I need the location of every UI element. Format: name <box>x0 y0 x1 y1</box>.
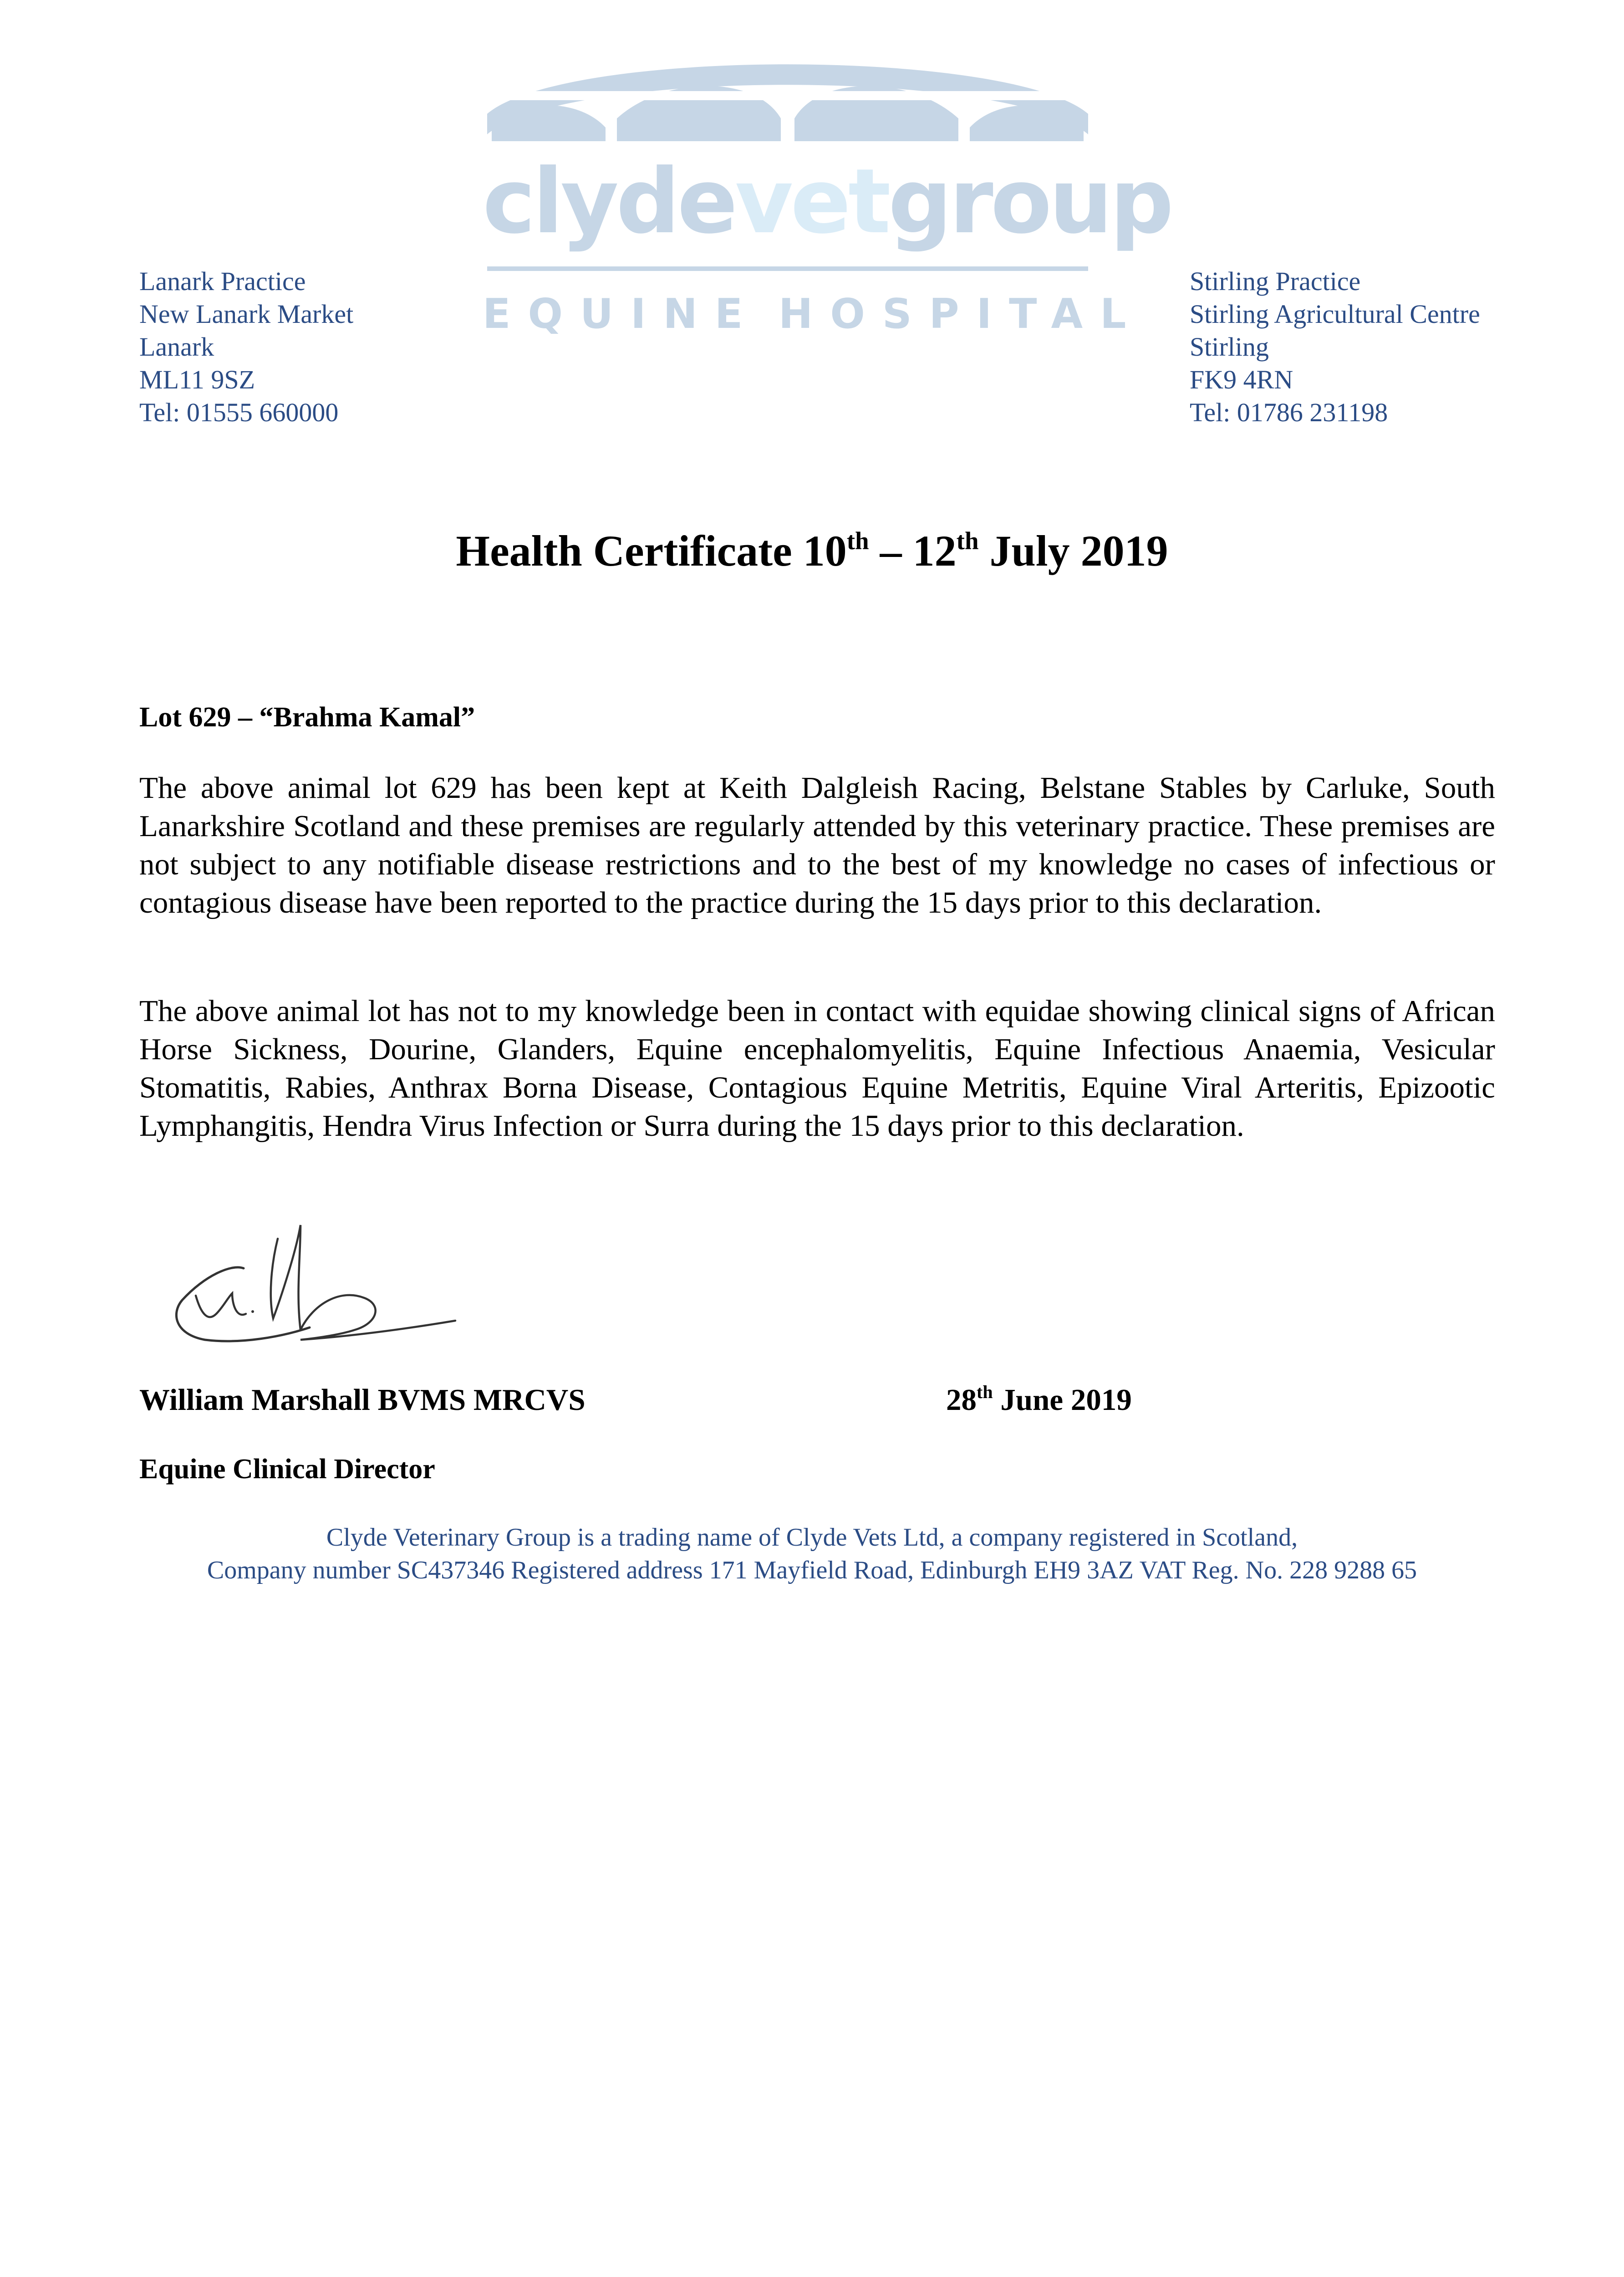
page-title: Health Certificate 10th – 12th July 2019 <box>456 526 1168 575</box>
company-footer <box>0 1521 1624 1587</box>
premises-declaration-paragraph: The above animal lot 629 has been kept at Keith Dalgleish Racing, Belstane Stables by Carluke, South Lanarkshire Scotland and these premises are regularly attended by this veterinary practice. These premises are not subject to any notifiable disease restrictions and to the best of my knowledge no cases of infectious or contagious disease have been reported to the practice during the 15 days prior to this declaration. <box>139 771 1495 919</box>
lot-heading: Lot 629 – “Brahma Kamal” <box>139 702 475 733</box>
clyde-vet-group-logo <box>483 36 1171 338</box>
logo-subtitle: EQUINE HOSPITAL <box>483 290 1144 338</box>
lanark-practice-address: Lanark Practice New Lanark Market Lanark ML11 9SZ Tel: 01555 660000 <box>139 266 354 427</box>
disease-contact-paragraph: The above animal lot has not to my knowledge been in contact with equidae showing clinical signs of African Horse Sickness, Dourine, Glanders, Equine encephalomyelitis, Equine Infectious Anaemia, Vesicular Stomatitis, Rabies, Anthrax Borna Disease, Contagious Equine Metritis, Equine Viral Arteritis, Epizootic Lymphangitis, Hendra Virus Infection or Surra during the 15 days prior to this declaration. <box>139 994 1495 1143</box>
footer-line-1: Clyde Veterinary Group is a trading name of Clyde Vets Ltd, a company registered in Scotland, <box>326 1523 1298 1552</box>
signature-image <box>164 1220 464 1353</box>
footer-line-2: Company number SC437346 Registered address 171 Mayfield Road, Edinburgh EH9 3AZ VAT Reg. No. 228 9288 65 <box>207 1556 1417 1584</box>
stirling-practice-address: Stirling Practice Stirling Agricultural Centre Stirling FK9 4RN Tel: 01786 231198 <box>1190 266 1480 427</box>
signatory-role: Equine Clinical Director <box>139 1454 435 1485</box>
signature-date: 28th June 2019 <box>946 1382 1132 1417</box>
logo-divider <box>487 266 1088 271</box>
bridge-arches-icon <box>483 36 1093 159</box>
logo-wordmark: clydevetgroup <box>483 150 1171 254</box>
signatory-name: William Marshall BVMS MRCVS <box>139 1383 585 1417</box>
